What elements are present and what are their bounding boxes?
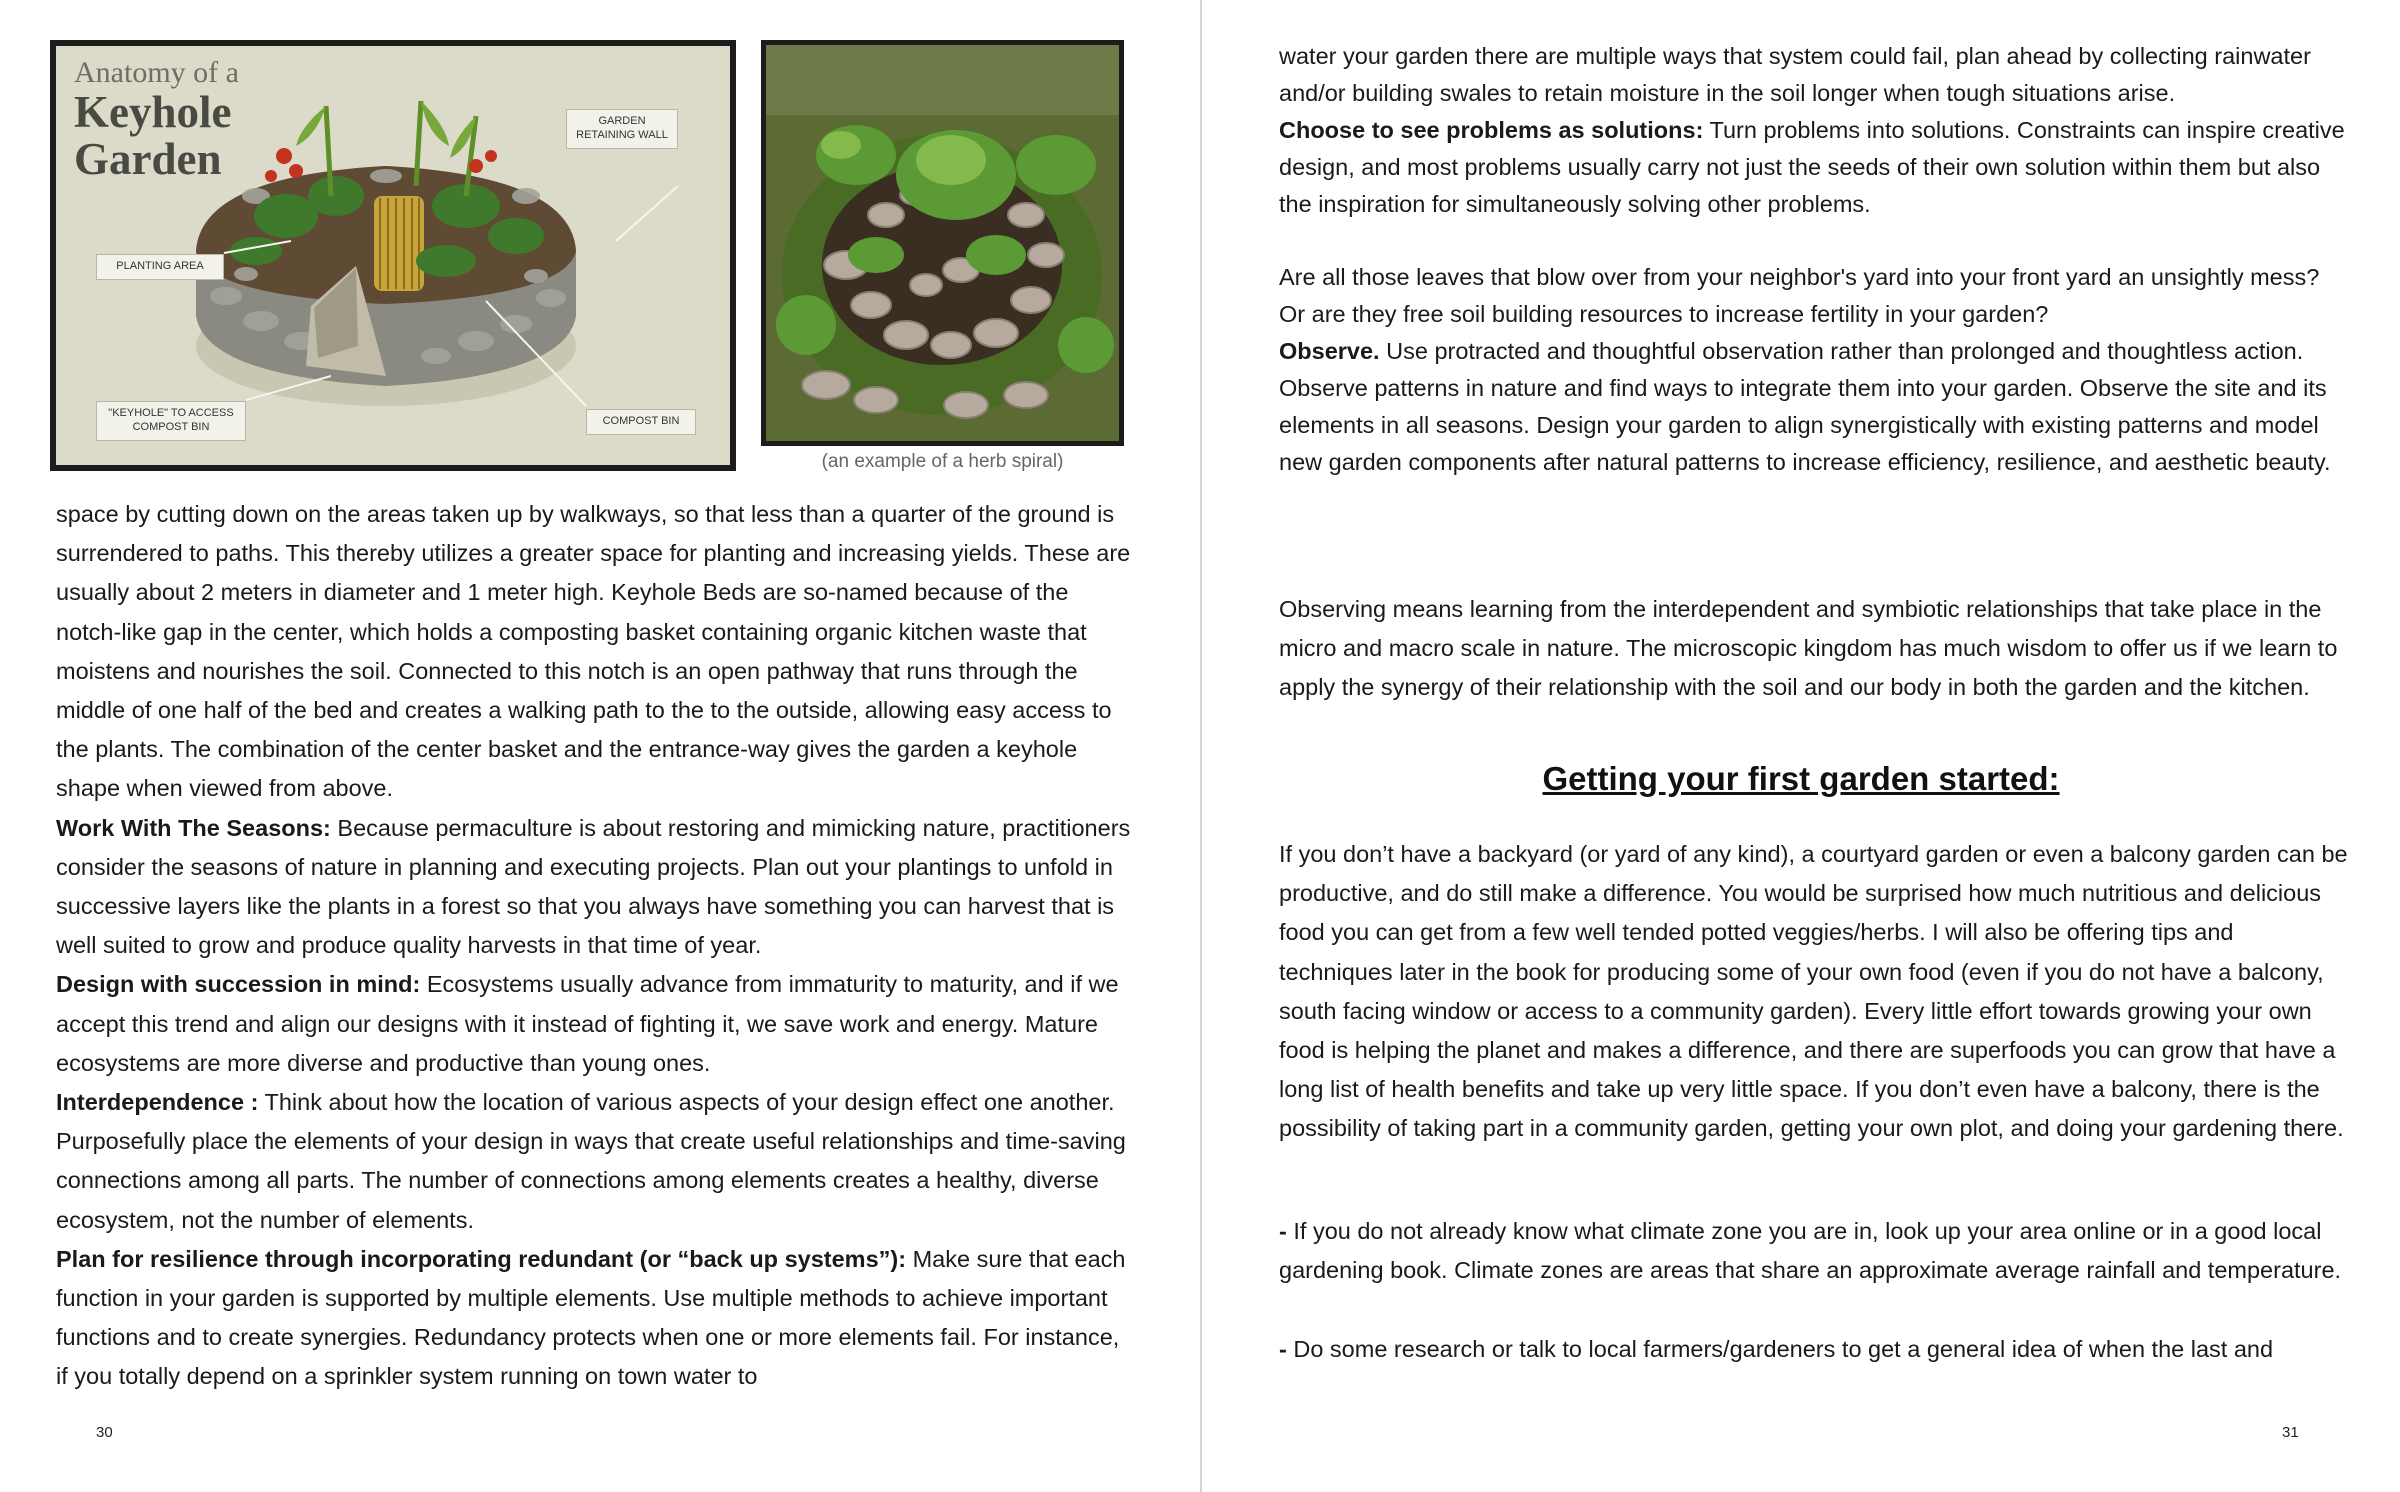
- text-interdependence: Think about how the location of various aspects of your design effect one another. Purposefully place the elements of your design in ways that create useful relationships and time-saving connections among all parts. The number of connections among elements creates a healthy, diverse ecosystem, not the number of elements.: [56, 1089, 1126, 1233]
- keyhole-title-line3: Garden: [74, 134, 222, 184]
- keyhole-title-line2: Keyhole: [74, 87, 232, 137]
- heading-seasons: Work With The Seasons:: [56, 814, 331, 841]
- herb-spiral-caption: (an example of a herb spiral): [821, 451, 1064, 472]
- keyhole-figure-title: [74, 58, 239, 182]
- herb-spiral-drawing: [766, 45, 1119, 441]
- paragraph-observing-means: Observing means learning from the interdependent and symbiotic relationships that take place in the micro and macro scale in nature. The microscopic kingdom has much wisdom to offer us if we learn to apply the synergy of their relationship with the soil and our body in both the garden and the kitchen.: [1279, 596, 2338, 701]
- heading-observe: Observe.: [1279, 338, 1380, 364]
- text-problems-solutions: Turn problems into solutions. Constraints can inspire creative design, and most problems usually carry not just the seeds of their own solution within them but also the inspiration for simultaneously solving other problems.: [1279, 117, 2345, 217]
- right-page-body-bottom: [1279, 835, 2349, 1149]
- paragraph-leaves-question: Are all those leaves that blow over from your neighbor's yard into your front yard an unsightly mess?: [1279, 264, 2320, 290]
- left-page-body: [56, 495, 1136, 1397]
- paragraph-keyhole-beds: space by cutting down on the areas taken up by walkways, so that less than a quarter of the ground is surrendered to paths. This thereby utilizes a greater space for planting and increasing yields. These are usually about 2 meters in diameter and 1 meter high. Keyhole Beds are so-named because of the notch-like gap in the center, which holds a composting basket containing organic kitchen waste that moistens and nourishes the soil. Connected to this notch is an open pathway that runs through the middle of one half of the bed and creates a walking path to the to the outside, allowing easy access to the plants. The combination of the center basket and the entrance-way gives the garden a keyhole shape when viewed from above.: [56, 501, 1131, 802]
- paragraph-interdependence: [56, 1083, 1136, 1240]
- text-climate-zone: If you do not already know what climate zone you are in, look up your area online or in a good local gardening book. Climate zones are areas that share an approximate average rainfall and temperature.: [1279, 1218, 2342, 1284]
- right-page-body-mid: [1279, 590, 2349, 708]
- label-keyhole-access: "KEYHOLE" TO ACCESS COMPOST BIN: [96, 401, 246, 441]
- text-research: Do some research or talk to local farmers/gardeners to get a general idea of when the last and: [1286, 1336, 2274, 1363]
- bullet-marker-2: -: [1279, 1336, 1287, 1363]
- text-resilience: Make sure that each function in your garden is supported by multiple elements. Use multiple methods to achieve important functions and to create synergies. Redundancy protects when one or more elements fail. For instance, if you totally depend on a sprinkler system running on town water to: [56, 1245, 1126, 1390]
- keyhole-garden-illustration: [50, 40, 736, 471]
- label-planting-area: PLANTING AREA: [96, 254, 224, 280]
- keyhole-title-line1: Anatomy of a: [74, 56, 239, 89]
- bullet-marker-1: -: [1279, 1218, 1287, 1244]
- right-page-body-top: [1279, 38, 2349, 481]
- text-observe: Use protracted and thoughtful observation rather than prolonged and thoughtless action. Observe patterns in nature and find ways to integrate them into your garden. Observe the site and its elements in all seasons. Design your garden to align synergistically with existing patterns and model new garden components after natural patterns to increase efficiency, resilience, and aesthetic beauty.: [1279, 338, 2331, 475]
- paragraph-succession: [56, 965, 1136, 1083]
- compost-basket: [374, 196, 424, 291]
- paragraph-problems-solutions: [1279, 112, 2349, 223]
- heading-interdependence: Interdependence :: [56, 1089, 259, 1116]
- right-page-bullets: [1279, 1212, 2349, 1370]
- paragraph-observe: [1279, 333, 2349, 481]
- text-succession: Ecosystems usually advance from immaturity to maturity, and if we accept this trend and align our designs with it instead of fighting it, we save work and energy. Mature ecosystems are more diverse and productive than young ones.: [56, 971, 1119, 1076]
- heading-resilience: Plan for resilience through incorporating redundant (or “back up systems”):: [56, 1245, 907, 1272]
- paragraph-water-continued: water your garden there are multiple ways that system could fail, plan ahead by collecting rainwater and/or building swales to retain moisture in the soil longer when tough situations arise.: [1279, 43, 2311, 106]
- paragraph-resilience: [56, 1240, 1136, 1397]
- book-spine-divider: [1200, 0, 1202, 1492]
- bullet-climate-zone: [1279, 1212, 2349, 1290]
- heading-problems-solutions: Choose to see problems as solutions:: [1279, 117, 1704, 143]
- herb-spiral-photo: [761, 40, 1124, 446]
- heading-succession: Design with succession in mind:: [56, 971, 421, 998]
- section-heading-first-garden: Getting your first garden started:: [1542, 760, 2060, 797]
- paragraph-soil-question: Or are they free soil building resources to increase fertility in your garden?: [1279, 301, 2049, 327]
- page-number-right: 31: [2282, 1424, 2299, 1441]
- label-retaining-wall: GARDEN RETAINING WALL: [566, 109, 678, 149]
- bullet-research: [1279, 1330, 2349, 1369]
- paragraph-seasons: [56, 809, 1136, 966]
- text-seasons: Because permaculture is about restoring and mimicking nature, practitioners consider the seasons of nature in planning and executing projects. Plan out your plantings to unfold in successive layers like the plants in a forest so that you always have something you can harvest that is well suited to grow and produce quality harvests in that time of year.: [56, 814, 1131, 959]
- paragraph-no-backyard: If you don’t have a backyard (or yard of any kind), a courtyard garden or even a balcony garden can be productive, and do still make a difference. You would be surprised how much nutritious and delicious food you can get from a few well tended potted veggies/herbs. I will also be offering tips and techniques later in the book for producing some of your own food (even if you do not have a balcony, south facing window or access to a community garden). Every little effort towards growing your own food is helping the planet and makes a difference, and there are superfoods you can grow that have a long list of health benefits and take up very little space. If you don’t even have a balcony, there is the possibility of taking part in a community garden, getting your own plot, and doing your gardening there.: [1279, 841, 2348, 1142]
- label-compost-bin: COMPOST BIN: [586, 409, 696, 435]
- page-number-left: 30: [96, 1424, 113, 1441]
